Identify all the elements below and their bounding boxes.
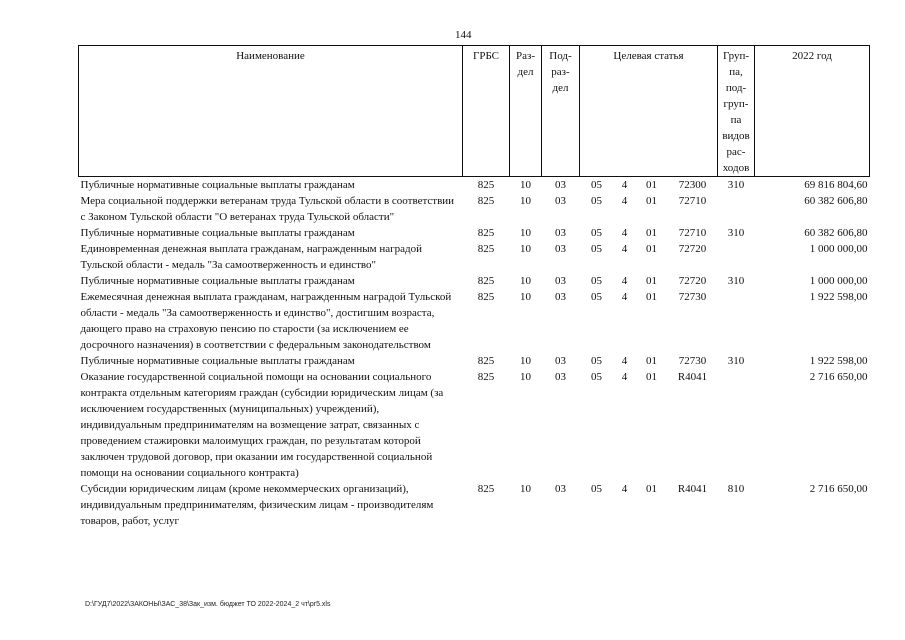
cell-target-subprogram: 4 — [621, 483, 628, 495]
header-razdel — [510, 46, 542, 177]
table-row — [79, 193, 870, 225]
cell-name: Мера социальной поддержки ветеранам труда Тульской области в соответствии с Законом Тульской области "О ветеранах труда Тульской области" — [80, 195, 455, 223]
header-group-line: па — [730, 114, 742, 126]
cell-target-subprogram: 4 — [621, 371, 628, 383]
cell-grbs: 825 — [477, 227, 495, 239]
cell-target-measure: 01 — [646, 291, 657, 303]
cell-podrazdel: 03 — [555, 355, 566, 367]
cell-target-code: 72710 — [678, 227, 707, 239]
cell-target-measure: 01 — [646, 195, 657, 207]
cell-name: Единовременная денежная выплата гражданам, награжденным наградой Тульской области - медаль "За самоотверженность и единство" — [80, 243, 422, 271]
cell-name: Публичные нормативные социальные выплаты гражданам — [80, 227, 355, 239]
table-row — [79, 241, 870, 273]
cell-amount: 1 000 000,00 — [809, 243, 868, 255]
table-row — [79, 353, 870, 369]
cell-grbs: 825 — [477, 179, 495, 191]
cell-podrazdel: 03 — [555, 371, 566, 383]
cell-target-subprogram: 4 — [621, 355, 628, 367]
header-group — [718, 46, 755, 177]
cell-podrazdel: 03 — [555, 483, 566, 495]
cell-group: 310 — [727, 275, 745, 287]
cell-razdel: 10 — [520, 483, 531, 495]
cell-target-code: 72720 — [678, 243, 707, 255]
header-group-line: па, — [729, 66, 743, 78]
cell-group: 310 — [727, 355, 745, 367]
cell-target-program: 05 — [591, 291, 602, 303]
cell-target-program: 05 — [591, 227, 602, 239]
table-row — [79, 369, 870, 481]
cell-name: Оказание государственной социальной помощи на основании социального контракта отдельным категориям граждан (субсидии юридическим лицам (за исключением государственных (муниципальных) учреждений), индивидуальным предпринимателям на возмещение затрат, связанных с проведением стажировки малоимущих граждан, по результатам которой заключен трудовой договор, при оказании им государственной социальной помощи на основании социального контракта) — [80, 371, 444, 479]
cell-group: 810 — [727, 483, 745, 495]
cell-target-subprogram: 4 — [621, 179, 628, 191]
cell-amount: 1 922 598,00 — [809, 355, 868, 367]
header-target: Целевая статья — [580, 46, 718, 177]
cell-target-measure: 01 — [646, 275, 657, 287]
cell-target-program: 05 — [591, 195, 602, 207]
cell-razdel: 10 — [520, 243, 531, 255]
cell-target-code: R4041 — [677, 371, 708, 383]
cell-podrazdel: 03 — [555, 275, 566, 287]
table-row — [79, 481, 870, 529]
cell-razdel: 10 — [520, 371, 531, 383]
cell-name: Субсидии юридическим лицам (кроме некоммерческих организаций), индивидуальным предпринимателям, физическим лицам - производителям товаров, работ, услуг — [80, 483, 434, 527]
header-podrazdel-line: дел — [552, 82, 569, 94]
cell-target-code: 72730 — [678, 355, 707, 367]
cell-target-program: 05 — [591, 243, 602, 255]
header-group-line: Груп- — [722, 50, 750, 62]
header-year: 2022 год — [755, 46, 870, 177]
cell-target-code: 72300 — [678, 179, 707, 191]
cell-grbs: 825 — [477, 243, 495, 255]
cell-amount: 60 382 606,80 — [804, 227, 868, 239]
page-number: 144 — [455, 29, 472, 41]
header-name: Наименование — [79, 46, 463, 177]
header-group-line: видов — [722, 130, 750, 142]
header-podrazdel-line: раз- — [551, 66, 570, 78]
cell-name: Публичные нормативные социальные выплаты гражданам — [80, 275, 355, 287]
cell-group: 310 — [727, 179, 745, 191]
cell-group — [718, 369, 755, 481]
cell-target-measure: 01 — [646, 483, 657, 495]
cell-target-subprogram: 4 — [621, 227, 628, 239]
cell-target-program: 05 — [591, 371, 602, 383]
cell-target-program: 05 — [591, 275, 602, 287]
cell-group — [718, 241, 755, 273]
cell-name: Публичные нормативные социальные выплаты гражданам — [80, 179, 355, 191]
cell-name: Ежемесячная денежная выплата гражданам, награжденным наградой Тульской области - медаль "За самоотверженность и единство", достигшим возраста, дающего право на страховую пенсию по старости (за исключением ее досрочного назначения) в соответствии с федеральным законодательством — [80, 291, 452, 351]
cell-podrazdel: 03 — [555, 243, 566, 255]
cell-target-program: 05 — [591, 483, 602, 495]
cell-grbs: 825 — [477, 291, 495, 303]
header-podrazdel — [542, 46, 580, 177]
cell-podrazdel: 03 — [555, 179, 566, 191]
cell-amount: 69 816 804,60 — [804, 179, 868, 191]
cell-target-code: 72720 — [678, 275, 707, 287]
cell-target-measure: 01 — [646, 243, 657, 255]
cell-razdel: 10 — [520, 291, 531, 303]
cell-target-subprogram: 4 — [621, 195, 628, 207]
header-group-line: груп- — [723, 98, 749, 110]
header-razdel-line: дел — [517, 66, 534, 78]
cell-grbs: 825 — [477, 275, 495, 287]
budget-table — [78, 45, 870, 529]
table-row — [79, 273, 870, 289]
cell-target-code: R4041 — [677, 483, 708, 495]
cell-amount: 2 716 650,00 — [809, 483, 868, 495]
table-row — [79, 177, 870, 194]
cell-amount: 1 000 000,00 — [809, 275, 868, 287]
cell-grbs: 825 — [477, 195, 495, 207]
cell-grbs: 825 — [477, 371, 495, 383]
cell-target-code: 72710 — [678, 195, 707, 207]
table-row — [79, 225, 870, 241]
header-group-line: ходов — [722, 162, 750, 174]
cell-target-program: 05 — [591, 179, 602, 191]
cell-razdel: 10 — [520, 227, 531, 239]
table-header-row — [79, 46, 870, 177]
cell-razdel: 10 — [520, 179, 531, 191]
header-podrazdel-line: Под- — [549, 50, 572, 62]
header-razdel-line: Раз- — [515, 50, 535, 62]
file-path-footer: D:\ГУД7\2022\ЗАКОНЫ\ЗАС_38\Зак_изм. бюджет ТО 2022-2024_2 чт\pr5.xls — [85, 601, 331, 608]
cell-target-program: 05 — [591, 355, 602, 367]
cell-amount: 60 382 606,80 — [804, 195, 868, 207]
cell-podrazdel: 03 — [555, 195, 566, 207]
cell-target-measure: 01 — [646, 355, 657, 367]
table-row — [79, 289, 870, 353]
cell-amount: 1 922 598,00 — [809, 291, 868, 303]
cell-name: Публичные нормативные социальные выплаты гражданам — [80, 355, 355, 367]
cell-group — [718, 193, 755, 225]
cell-grbs: 825 — [477, 483, 495, 495]
cell-target-measure: 01 — [646, 179, 657, 191]
cell-target-subprogram: 4 — [621, 291, 628, 303]
cell-group — [718, 289, 755, 353]
cell-target-subprogram: 4 — [621, 243, 628, 255]
cell-podrazdel: 03 — [555, 227, 566, 239]
cell-podrazdel: 03 — [555, 291, 566, 303]
header-group-line: рас- — [726, 146, 746, 158]
cell-target-code: 72730 — [678, 291, 707, 303]
cell-razdel: 10 — [520, 275, 531, 287]
cell-razdel: 10 — [520, 355, 531, 367]
header-grbs: ГРБС — [463, 46, 510, 177]
cell-target-measure: 01 — [646, 371, 657, 383]
header-group-line: под- — [725, 82, 747, 94]
cell-group: 310 — [727, 227, 745, 239]
cell-amount: 2 716 650,00 — [809, 371, 868, 383]
cell-razdel: 10 — [520, 195, 531, 207]
cell-target-subprogram: 4 — [621, 275, 628, 287]
cell-grbs: 825 — [477, 355, 495, 367]
cell-target-measure: 01 — [646, 227, 657, 239]
